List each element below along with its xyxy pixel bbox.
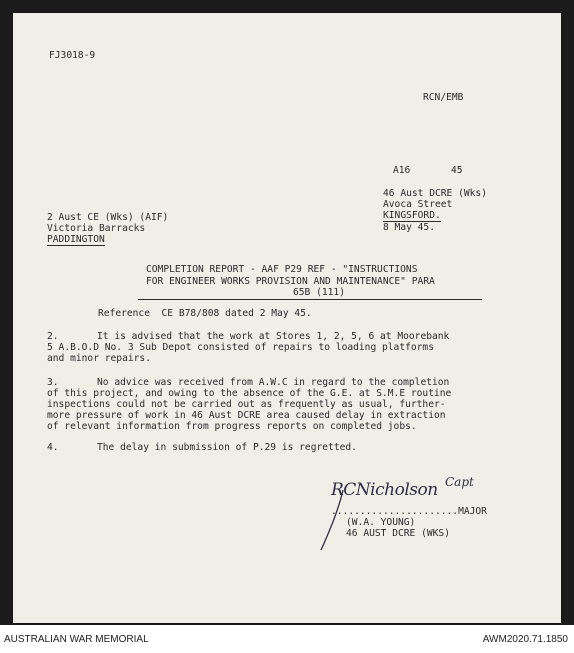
sender-line-2: Avoca Street: [383, 199, 453, 210]
para-3-number: 3.: [47, 377, 59, 388]
para-2-line-1: It is advised that the work at Stores 1, 2, 5, 6 at Moorebank: [97, 331, 450, 342]
handwritten-signature: RCNicholson: [331, 480, 438, 500]
signatory-unit: 46 AUST DCRE (WKS): [346, 528, 450, 539]
sender-line-1: 46 Aust DCRE (Wks): [383, 188, 487, 199]
subject-line-3: 65B (111): [293, 287, 345, 298]
para-4-number: 4.: [47, 442, 59, 453]
para-3-line-1: No advice was received from A.W.C in regard to the completion: [97, 377, 450, 388]
footer-left-label: AUSTRALIAN WAR MEMORIAL: [4, 634, 149, 645]
para-2-line-2: 5 A.B.O.D No. 3 Sub Depot consisted of repairs to loading platforms: [47, 342, 434, 353]
file-reference: FJ3018-9: [49, 50, 96, 61]
recipient-line-2: Victoria Barracks: [47, 223, 146, 234]
subject-line-2: FOR ENGINEER WORKS PROVISION AND MAINTENANCE" PARA: [146, 276, 435, 287]
signatory-name: (W.A. YOUNG): [346, 517, 416, 528]
footer-right-label: AWM2020.71.1850: [482, 634, 568, 645]
para-3-line-4: more pressure of work in 46 Aust DCRE area caused delay in extraction: [47, 410, 446, 421]
subject-underline: [138, 299, 482, 300]
para-3-line-3: inspections could not be carried out as frequently as usual, further-: [47, 399, 446, 410]
recipient-line-1: 2 Aust CE (Wks) (AIF): [47, 212, 169, 223]
reference-line: Reference CE B78/808 dated 2 May 45.: [98, 308, 312, 319]
footer-bar: [0, 625, 574, 653]
recipient-line-3: PADDINGTON: [47, 234, 105, 245]
signature-dotted-line: ......................MAJOR: [331, 506, 487, 517]
handwritten-rank: Capt: [445, 475, 474, 489]
number-right: 45: [451, 165, 463, 176]
para-3-line-2: of this project, and owing to the absence of the G.E. at S.M.E routine: [47, 388, 452, 399]
sender-line-3: KINGSFORD.: [383, 210, 441, 221]
para-4-line-1: The delay in submission of P.29 is regretted.: [97, 442, 357, 453]
number-left: A16: [393, 165, 411, 176]
para-2-line-3: and minor repairs.: [47, 353, 151, 364]
document-page: [13, 13, 561, 623]
para-3-line-5: of relevant information from progress reports on completed jobs.: [47, 421, 417, 432]
para-2-number: 2.: [47, 331, 59, 342]
sender-date: 8 May 45.: [383, 222, 435, 233]
top-right-reference: RCN/EMB: [423, 92, 464, 103]
subject-line-1: COMPLETION REPORT - AAF P29 REF - "INSTRUCTIONS: [146, 264, 418, 275]
